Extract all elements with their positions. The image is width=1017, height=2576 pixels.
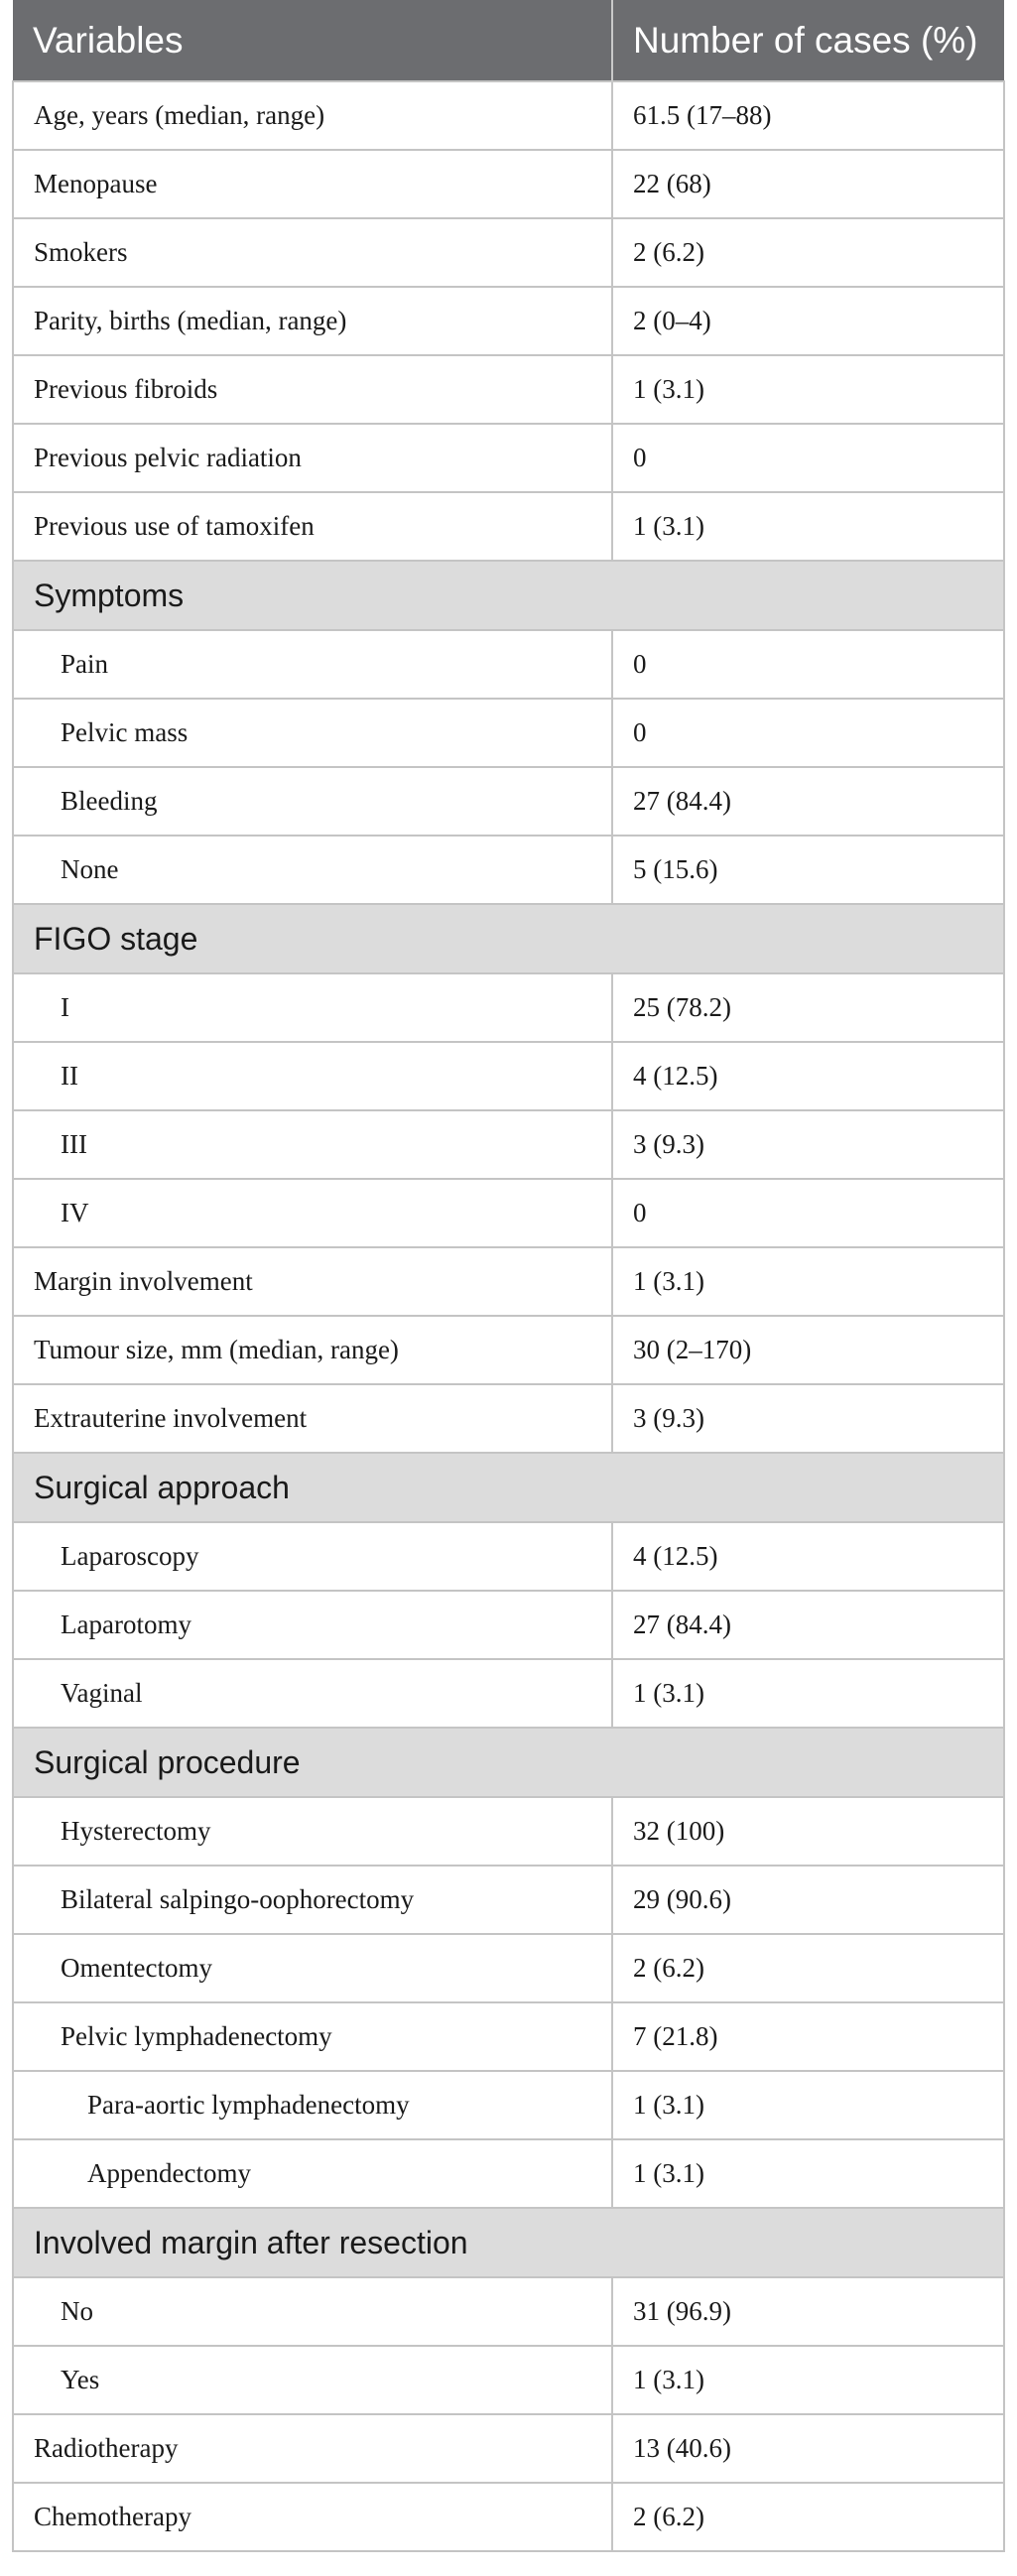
table-row	[13, 287, 1004, 355]
value-cell: 25 (78.2)	[612, 973, 1004, 1042]
variable-cell: Chemotherapy	[13, 2483, 612, 2551]
table-row	[13, 2139, 1004, 2208]
table-row	[13, 973, 1004, 1042]
variable-cell: Para-aortic lymphadenectomy	[13, 2071, 612, 2139]
variable-cell: Parity, births (median, range)	[13, 287, 612, 355]
section-header-row	[13, 1728, 1004, 1797]
variable-cell: Yes	[13, 2346, 612, 2414]
value-cell: 27 (84.4)	[612, 767, 1004, 836]
value-cell: 13 (40.6)	[612, 2414, 1004, 2483]
value-cell: 1 (3.1)	[612, 355, 1004, 424]
patient-characteristics-table	[12, 0, 1005, 2552]
value-cell: 32 (100)	[612, 1797, 1004, 1866]
variable-cell: Laparotomy	[13, 1591, 612, 1659]
variable-cell: Previous fibroids	[13, 355, 612, 424]
variable-cell: III	[13, 1110, 612, 1179]
header-number-of-cases: Number of cases (%)	[612, 0, 1004, 81]
value-cell: 2 (6.2)	[612, 218, 1004, 287]
section-header-row	[13, 2208, 1004, 2277]
variable-cell: Previous use of tamoxifen	[13, 492, 612, 561]
section-label: Involved margin after resection	[13, 2208, 1004, 2277]
table-row	[13, 150, 1004, 218]
variable-cell: Extrauterine involvement	[13, 1384, 612, 1453]
value-cell: 61.5 (17–88)	[612, 81, 1004, 150]
value-cell: 30 (2–170)	[612, 1316, 1004, 1384]
table-row	[13, 1247, 1004, 1316]
variable-cell: Appendectomy	[13, 2139, 612, 2208]
section-label: Surgical approach	[13, 1453, 1004, 1522]
table-row	[13, 2071, 1004, 2139]
value-cell: 0	[612, 699, 1004, 767]
table-row	[13, 492, 1004, 561]
value-cell: 2 (6.2)	[612, 2483, 1004, 2551]
table-row	[13, 1522, 1004, 1591]
variable-cell: No	[13, 2277, 612, 2346]
variable-cell: Bilateral salpingo-oophorectomy	[13, 1866, 612, 1934]
value-cell: 0	[612, 1179, 1004, 1247]
value-cell: 4 (12.5)	[612, 1522, 1004, 1591]
value-cell: 22 (68)	[612, 150, 1004, 218]
variable-cell: I	[13, 973, 612, 1042]
table-row	[13, 767, 1004, 836]
section-label: FIGO stage	[13, 904, 1004, 973]
value-cell: 1 (3.1)	[612, 1247, 1004, 1316]
table-row	[13, 1934, 1004, 2002]
variable-cell: Age, years (median, range)	[13, 81, 612, 150]
table-row	[13, 1110, 1004, 1179]
table-body	[13, 81, 1004, 2551]
value-cell: 1 (3.1)	[612, 2071, 1004, 2139]
value-cell: 29 (90.6)	[612, 1866, 1004, 1934]
header-row	[13, 0, 1004, 81]
section-label: Surgical procedure	[13, 1728, 1004, 1797]
table-row	[13, 1384, 1004, 1453]
variable-cell: Vaginal	[13, 1659, 612, 1728]
table-row	[13, 630, 1004, 699]
value-cell: 1 (3.1)	[612, 1659, 1004, 1728]
header-variables: Variables	[13, 0, 612, 81]
variable-cell: Hysterectomy	[13, 1797, 612, 1866]
value-cell: 4 (12.5)	[612, 1042, 1004, 1110]
value-cell: 5 (15.6)	[612, 836, 1004, 904]
table-row	[13, 2483, 1004, 2551]
value-cell: 1 (3.1)	[612, 492, 1004, 561]
table-row	[13, 1179, 1004, 1247]
variable-cell: Margin involvement	[13, 1247, 612, 1316]
value-cell: 3 (9.3)	[612, 1110, 1004, 1179]
variable-cell: Smokers	[13, 218, 612, 287]
section-header-row	[13, 561, 1004, 630]
variable-cell: II	[13, 1042, 612, 1110]
value-cell: 27 (84.4)	[612, 1591, 1004, 1659]
section-header-row	[13, 1453, 1004, 1522]
variable-cell: Pelvic lymphadenectomy	[13, 2002, 612, 2071]
variable-cell: Omentectomy	[13, 1934, 612, 2002]
variable-cell: Laparoscopy	[13, 1522, 612, 1591]
value-cell: 0	[612, 630, 1004, 699]
value-cell: 1 (3.1)	[612, 2139, 1004, 2208]
value-cell: 3 (9.3)	[612, 1384, 1004, 1453]
value-cell: 1 (3.1)	[612, 2346, 1004, 2414]
variable-cell: None	[13, 836, 612, 904]
variable-cell: Menopause	[13, 150, 612, 218]
value-cell: 7 (21.8)	[612, 2002, 1004, 2071]
table-row	[13, 2002, 1004, 2071]
table-row	[13, 1042, 1004, 1110]
variable-cell: Pelvic mass	[13, 699, 612, 767]
variable-cell: Tumour size, mm (median, range)	[13, 1316, 612, 1384]
table-row	[13, 2346, 1004, 2414]
table-row	[13, 1591, 1004, 1659]
section-label: Symptoms	[13, 561, 1004, 630]
table-row	[13, 81, 1004, 150]
variable-cell: Pain	[13, 630, 612, 699]
table-row	[13, 1866, 1004, 1934]
value-cell: 2 (6.2)	[612, 1934, 1004, 2002]
variable-cell: Radiotherapy	[13, 2414, 612, 2483]
value-cell: 2 (0–4)	[612, 287, 1004, 355]
variable-cell: Bleeding	[13, 767, 612, 836]
table-header	[13, 0, 1004, 81]
table-row	[13, 1659, 1004, 1728]
value-cell: 0	[612, 424, 1004, 492]
table-row	[13, 1797, 1004, 1866]
value-cell: 31 (96.9)	[612, 2277, 1004, 2346]
variable-cell: Previous pelvic radiation	[13, 424, 612, 492]
variable-cell: IV	[13, 1179, 612, 1247]
table-row	[13, 424, 1004, 492]
table-row	[13, 699, 1004, 767]
table-row	[13, 2414, 1004, 2483]
table-row	[13, 836, 1004, 904]
table-row	[13, 355, 1004, 424]
table-row	[13, 218, 1004, 287]
section-header-row	[13, 904, 1004, 973]
table-row	[13, 1316, 1004, 1384]
table-row	[13, 2277, 1004, 2346]
